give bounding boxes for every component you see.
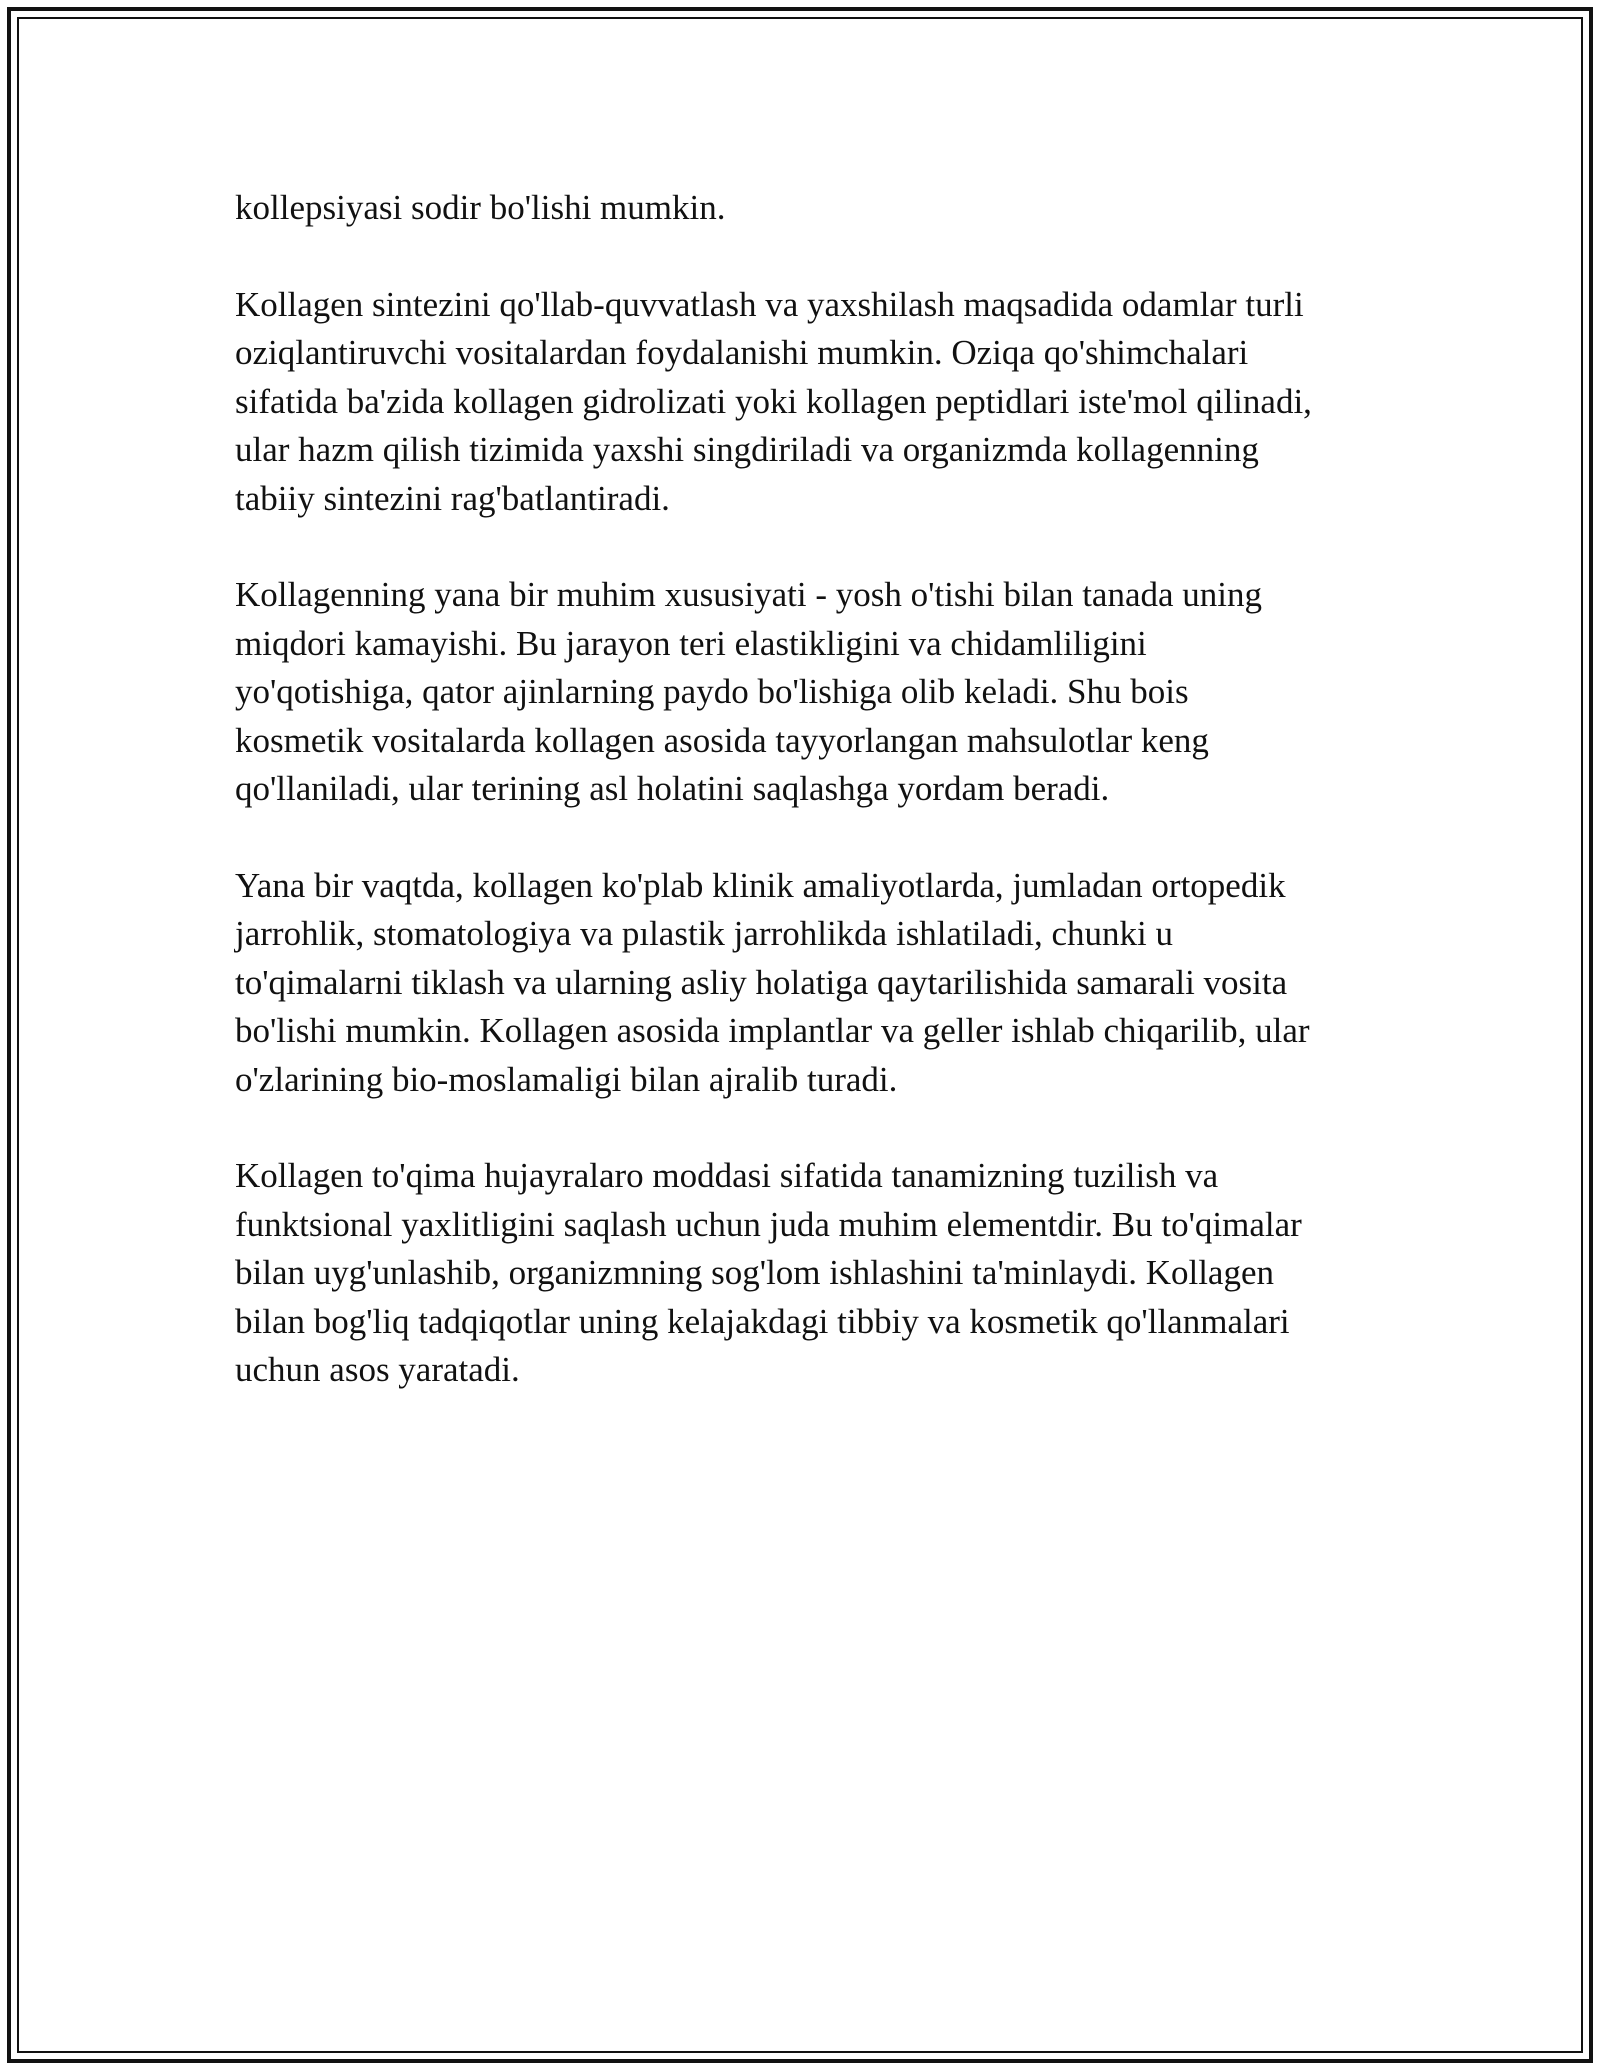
paragraph-1: kollepsiyasi sodir bo'lishi mumkin. (235, 188, 726, 227)
paragraph-3: Kollagenning yana bir muhim xususiyati - yosh o'tishi bilan tanada uning miqdori kamayishi. Bu jarayon teri elastikligini va chidamliligini yo'qotishiga, qator ajinlarning paydo bo'lishiga olib keladi. Shu bois kosmetik vositalarda kollagen asosida tayyorlangan mahsulotlar keng qo'llaniladi, ular terining asl holatini saqlashga yordam beradi. (235, 575, 1262, 808)
paragraph-5: Kollagen to'qima hujayralaro moddasi sifatida tanamizning tuzilish va funktsional yaxlitligini saqlash uchun juda muhim elementdir. Bu to'qimalar bilan uyg'unlashib, organizmning sog'lom ishlashini ta'minlaydi. Kollagen bilan bog'liq tadqiqotlar uning kelajakdagi tibbiy va kosmetik qo'llanmalari uchun asos yaratadi. (235, 1156, 1302, 1389)
paragraph-4: Yana bir vaqtda, kollagen ko'plab klinik amaliyotlarda, jumladan ortopedik jarrohlik, stomatologiya va pılastik jarrohlikda ishlatiladi, chunki u to'qimalarni tiklash va ularning asliy holatiga qaytarilishida samarali vosita bo'lishi mumkin. Kollagen asosida implantlar va geller ishlab chiqarilib, ular o'zlarining bio-moslamaligi bilan ajralib turadi. (235, 865, 1310, 1099)
paragraph-2: Kollagen sintezini qo'llab-quvvatlash va yaxshilash maqsadida odamlar turli oziqlantiruvchi vositalardan foydalanishi mumkin. Oziqa qo'shimchalari sifatida ba'zida kollagen gidrolizati yoki kollagen peptidlari iste'mol qilinadi, ular hazm qilish tizimida yaxshi singdiriladi va organizmda kollagenning tabiiy sintezini rag'batlantiradi. (235, 284, 1312, 518)
document-body (235, 184, 1375, 1443)
